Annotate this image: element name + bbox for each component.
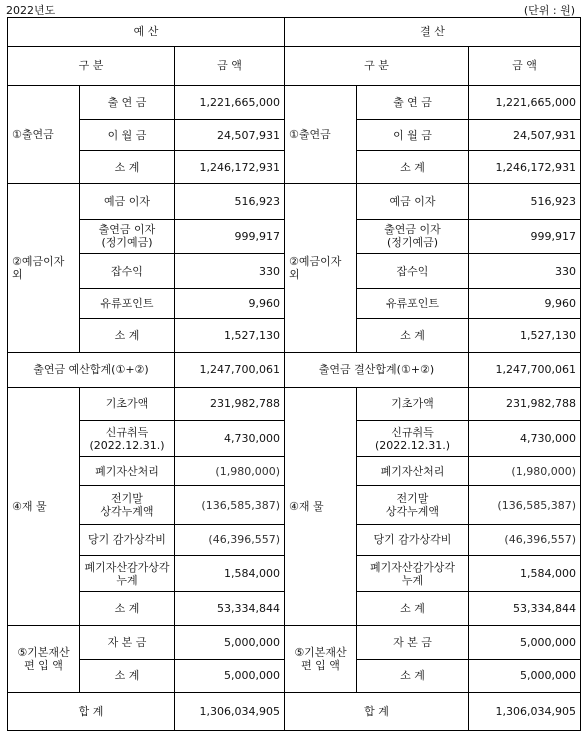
budget-amount: 24,507,931 [175,119,285,151]
budget-amount: 1,221,665,000 [175,86,285,120]
settlement-amount: 1,527,130 [469,319,581,353]
settlement-header: 결 산 [285,18,581,47]
row-label: 전기말 상각누계액 [80,486,175,525]
settlement-amount: 53,334,844 [469,592,581,626]
section-interest: ②예금이자 외 [8,184,80,353]
row-label: 소 계 [357,151,469,184]
unit-label: (단위 : 원) [523,4,575,17]
row-label: 신규취득 (2022.12.31.) [80,421,175,457]
budget-amount: 231,982,788 [175,387,285,421]
budget-amount: (1,980,000) [175,456,285,486]
row-label: 당기 감가상각비 [80,525,175,556]
budget-amount: 5,000,000 [175,659,285,693]
budget-amount-header: 금 액 [175,46,285,86]
row-label: 출연금 이자 (정기예금) [80,219,175,254]
settlement-amount: 9,960 [469,288,581,319]
row-label: 예금 이자 [80,184,175,220]
row-label: 자 본 금 [357,625,469,659]
budget-amount: 9,960 [175,288,285,319]
settlement-amount-header: 금 액 [469,46,581,86]
row-label: 소 계 [357,659,469,693]
row-label: 폐기자산감가상각 누계 [357,555,469,592]
budget-amount: 4,730,000 [175,421,285,457]
row-label: 이 월 금 [80,119,175,151]
budget-contribution-total-label: 출연금 예산합계(①+②) [8,353,175,388]
section-contribution: ①출연금 [8,86,80,184]
row-label: 폐기자산감가상각 누계 [80,555,175,592]
settlement-amount: 231,982,788 [469,387,581,421]
budget-amount: 5,000,000 [175,625,285,659]
budget-category-header: 구 분 [8,46,175,86]
budget-amount: 516,923 [175,184,285,220]
row-label: 이 월 금 [357,119,469,151]
row-label: 소 계 [357,592,469,626]
row-label: 소 계 [80,151,175,184]
row-label: 소 계 [80,319,175,353]
section-endowment: ⑤기본재산 편 입 액 [8,625,80,692]
budget-amount: 1,247,700,061 [175,353,285,388]
row-label: 잡수익 [80,254,175,289]
section-contribution: ①출연금 [285,86,357,184]
section-property: ④재 물 [8,387,80,625]
section-property: ④재 물 [285,387,357,625]
row-label: 신규취득 (2022.12.31.) [357,421,469,457]
budget-amount: (136,585,387) [175,486,285,525]
budget-amount: 53,334,844 [175,592,285,626]
settlement-amount: 5,000,000 [469,659,581,693]
settlement-amount: 24,507,931 [469,119,581,151]
settlement-amount: 1,584,000 [469,555,581,592]
section-endowment: ⑤기본재산 편 입 액 [285,625,357,692]
settlement-grand-total-label: 합 계 [285,693,469,731]
settlement-amount: (46,396,557) [469,525,581,556]
settlement-amount: 999,917 [469,219,581,254]
settlement-amount: 1,247,700,061 [469,353,581,388]
budget-amount: 330 [175,254,285,289]
settlement-amount: 516,923 [469,184,581,220]
row-label: 기초가액 [357,387,469,421]
settlement-contribution-total-label: 출연금 결산합계(①+②) [285,353,469,388]
settlement-amount: 5,000,000 [469,625,581,659]
budget-amount: 999,917 [175,219,285,254]
budget-grand-total: 1,306,034,905 [175,693,285,731]
budget-amount: 1,246,172,931 [175,151,285,184]
settlement-category-header: 구 분 [285,46,469,86]
settlement-amount: 330 [469,254,581,289]
budget-settlement-table [7,17,581,731]
row-label: 당기 감가상각비 [357,525,469,556]
row-label: 기초가액 [80,387,175,421]
settlement-grand-total: 1,306,034,905 [469,693,581,731]
row-label: 전기말 상각누계액 [357,486,469,525]
row-label: 소 계 [80,659,175,693]
section-interest: ②예금이자 외 [285,184,357,353]
settlement-amount: 1,221,665,000 [469,86,581,120]
row-label: 잡수익 [357,254,469,289]
row-label: 출 연 금 [80,86,175,120]
row-label: 소 계 [80,592,175,626]
settlement-amount: 1,246,172,931 [469,151,581,184]
settlement-amount: (136,585,387) [469,486,581,525]
row-label: 자 본 금 [80,625,175,659]
row-label: 유류포인트 [357,288,469,319]
settlement-amount: (1,980,000) [469,456,581,486]
row-label: 폐기자산처리 [80,456,175,486]
budget-amount: 1,584,000 [175,555,285,592]
row-label: 소 계 [357,319,469,353]
row-label: 예금 이자 [357,184,469,220]
row-label: 출 연 금 [357,86,469,120]
fiscal-year: 2022년도 [6,4,56,17]
settlement-amount: 4,730,000 [469,421,581,457]
row-label: 출연금 이자 (정기예금) [357,219,469,254]
budget-header: 예 산 [8,18,285,47]
budget-grand-total-label: 합 계 [8,693,175,731]
row-label: 폐기자산처리 [357,456,469,486]
row-label: 유류포인트 [80,288,175,319]
budget-amount: (46,396,557) [175,525,285,556]
budget-amount: 1,527,130 [175,319,285,353]
